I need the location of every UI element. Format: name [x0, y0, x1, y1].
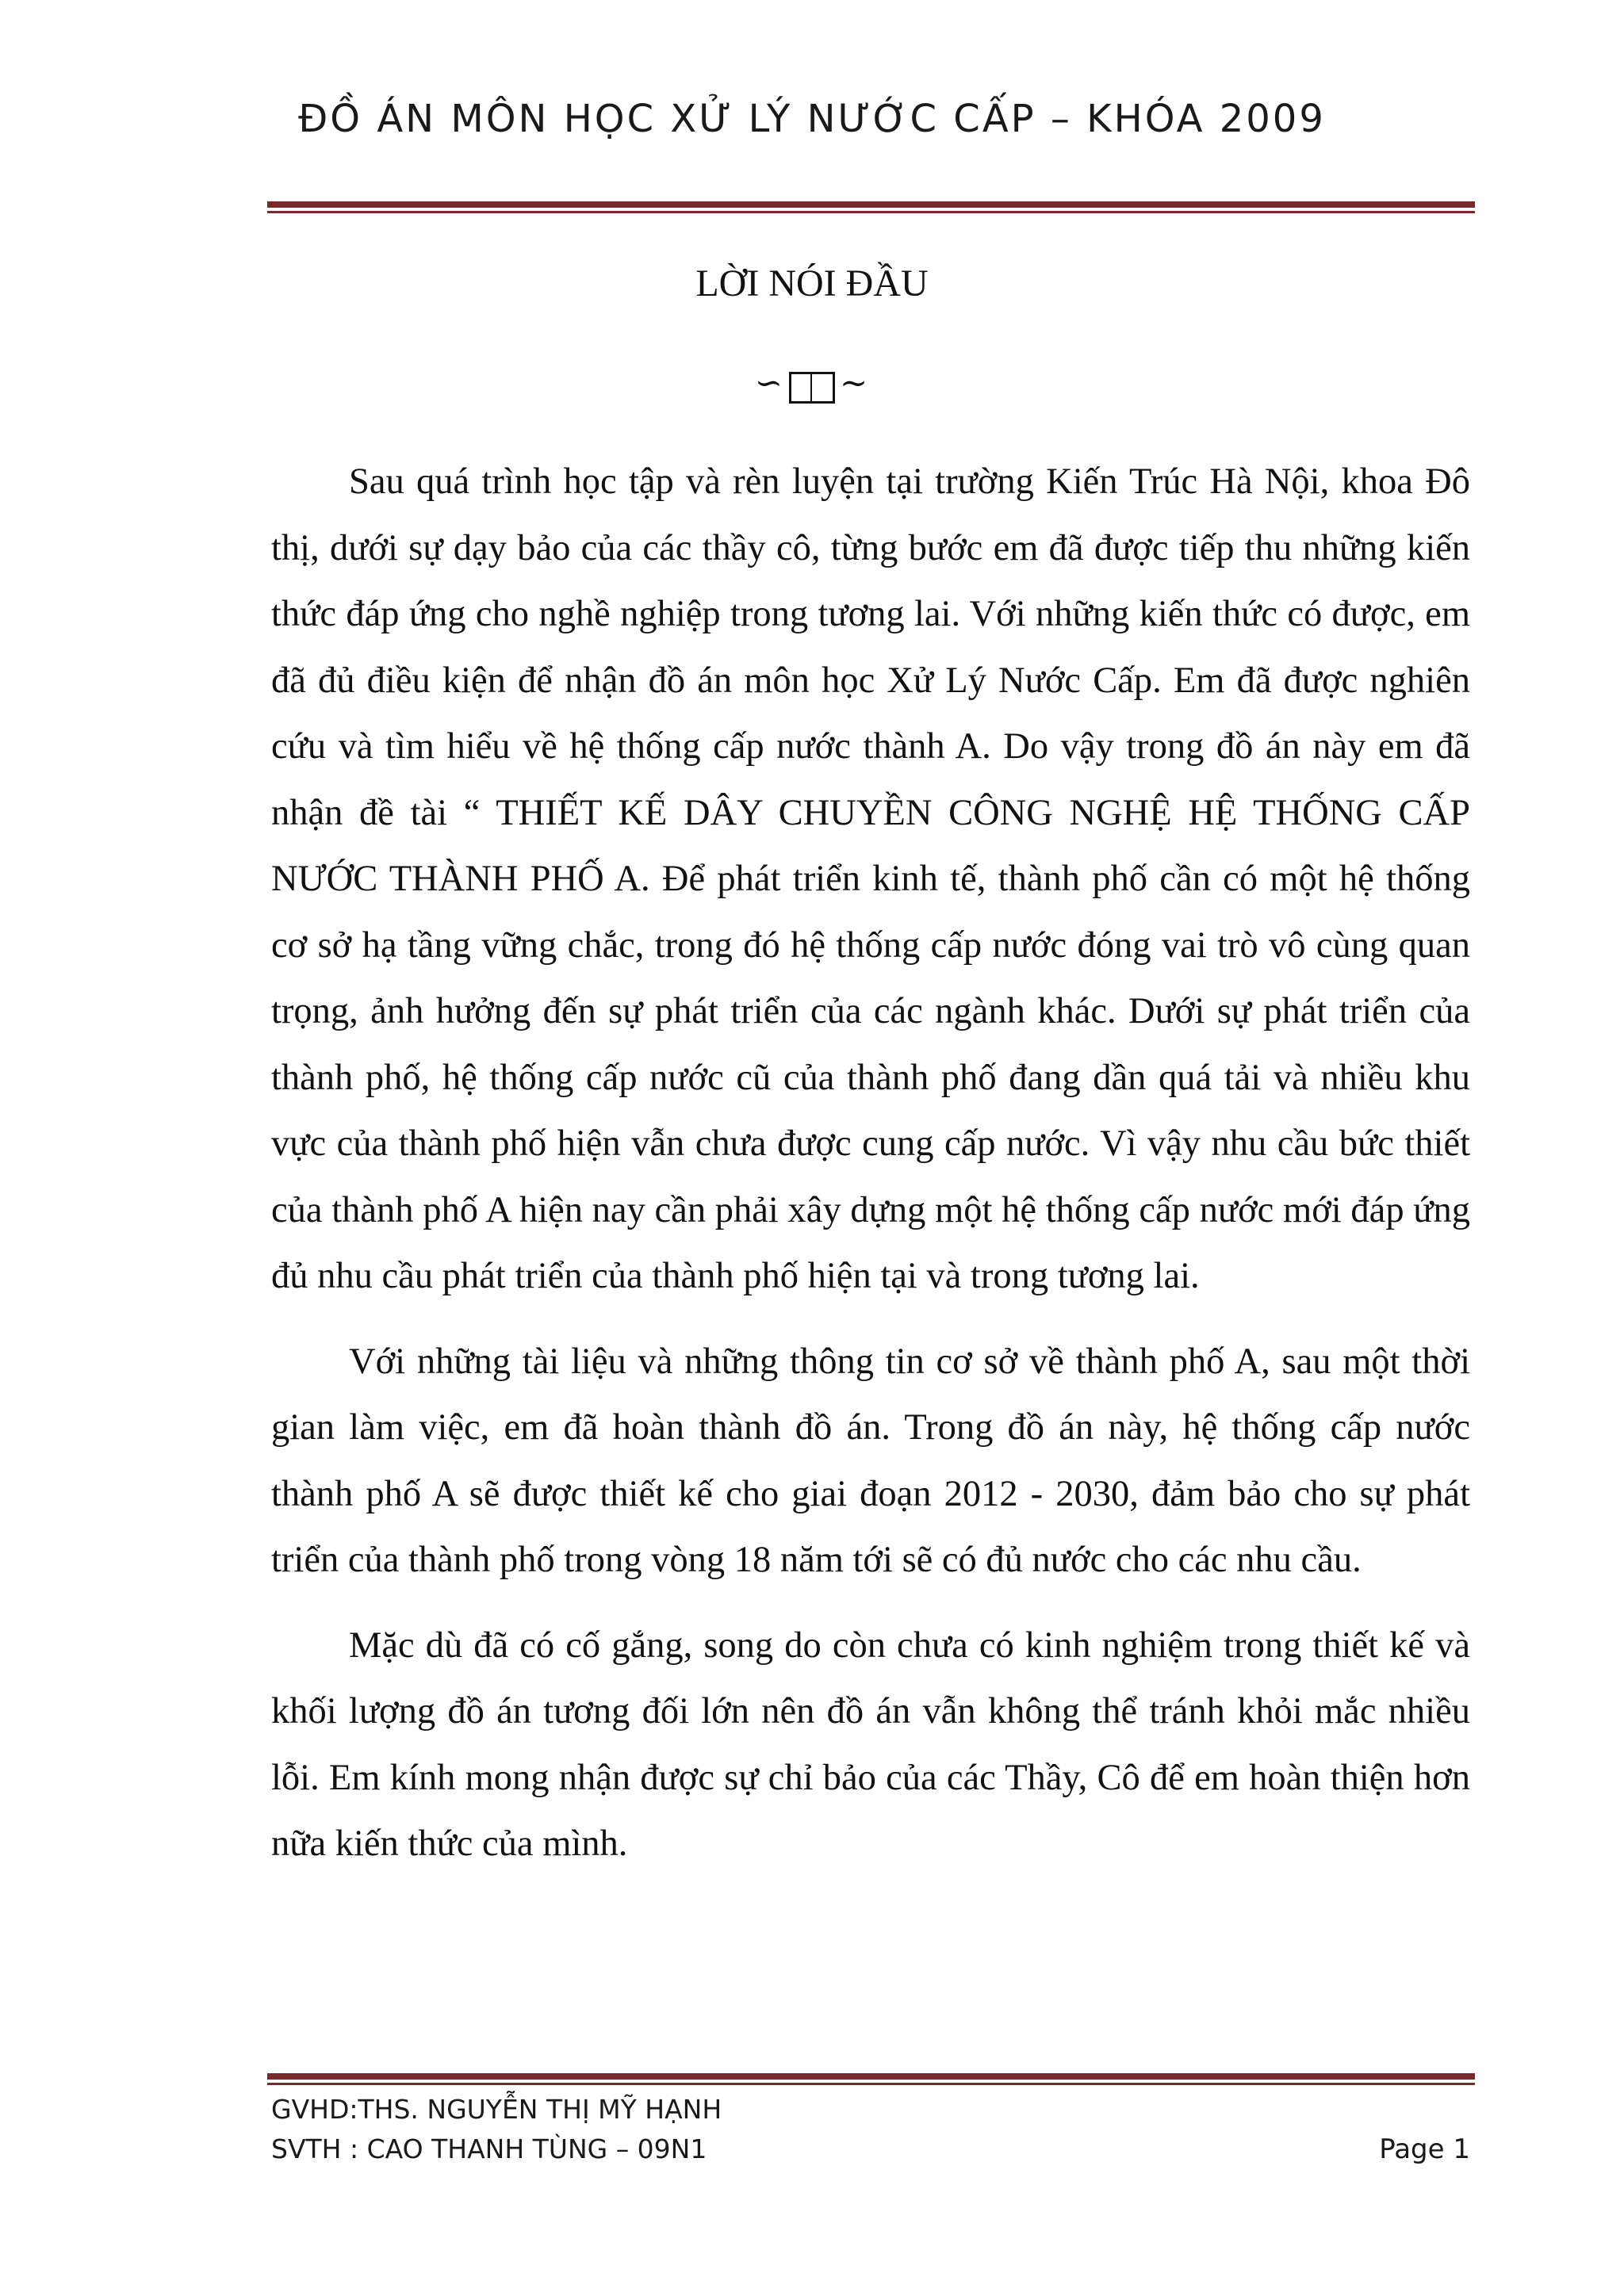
- ornament-left-flourish-icon: ∽: [754, 365, 784, 402]
- header-divider: [267, 201, 1475, 213]
- student-label: SVTH : CAO THANH TÙNG – 09N1: [271, 2133, 707, 2164]
- paragraph-1: Sau quá trình học tập và rèn luyện tại trường Kiến Trúc Hà Nội, khoa Đô thị, dưới sự dạy bảo của các thầy cô, từng bước em đã được tiếp thu những kiến thức đáp ứng cho nghề nghiệp trong tương lai. Với những kiến thức có được, em đã đủ điều kiện để nhận đồ án môn học Xử Lý Nước Cấp. Em đã được nghiên cứu và tìm hiểu về hệ thống cấp nước thành A. Do vậy trong đồ án này em đã nhận đề tài “ THIẾT KẾ DÂY CHUYỀN CÔNG NGHỆ HỆ THỐNG CẤP NƯỚC THÀNH PHỐ A. Để phát triển kinh tế, thành phố cần có một hệ thống cơ sở hạ tầng vững chắc, trong đó hệ thống cấp nước đóng vai trò vô cùng quan trọng, ảnh hưởng đến sự phát triển của các ngành khác. Dưới sự phát triển của thành phố, hệ thống cấp nước cũ của thành phố đang dần quá tải và nhiều khu vực của thành phố hiện vẫn chưa được cung cấp nước. Vì vậy nhu cầu bức thiết của thành phố A hiện nay cần phải xây dựng một hệ thống cấp nước mới đáp ứng đủ nhu cầu phát triển của thành phố hiện tại và trong tương lai.: [271, 461, 1470, 1296]
- open-book-icon: [789, 372, 835, 400]
- paragraph-2: Với những tài liệu và những thông tin cơ sở về thành phố A, sau một thời gian làm việc, em đã hoàn thành đồ án. Trong đồ án này, hệ thống cấp nước thành phố A sẽ được thiết kế cho giai đoạn 2012 - 2030, đảm bảo cho sự phát triển của thành phố trong vòng 18 năm tới sẽ có đủ nước cho các nhu cầu.: [271, 1341, 1470, 1580]
- divider-thin-line: [267, 211, 1475, 213]
- header-title: ĐỒ ÁN MÔN HỌC XỬ LÝ NƯỚC CẤP – KHÓA 2009: [298, 97, 1326, 141]
- divider-thin-line: [267, 2083, 1475, 2085]
- page-number: Page 1: [1379, 2133, 1470, 2165]
- paragraph-3: Mặc dù đã có cố gắng, song do còn chưa có kinh nghiệm trong thiết kế và khối lượng đồ án tương đối lớn nên đồ án vẫn không thể tránh khỏi mắc nhiều lỗi. Em kính mong nhận được sự chỉ bảo của các Thầy, Cô để em hoàn thiện hơn nữa kiến thức của mình.: [271, 1624, 1470, 1864]
- divider-thick-line: [267, 201, 1475, 208]
- footer-divider: [267, 2073, 1475, 2085]
- divider-thick-line: [267, 2073, 1475, 2080]
- ornament-divider: [0, 363, 1624, 403]
- ornament-right-flourish-icon: ∼: [840, 365, 870, 402]
- page-footer: [271, 2090, 1470, 2169]
- section-title: LỜI NÓI ĐẦU: [695, 262, 929, 304]
- footer-row-student: [271, 2130, 1470, 2169]
- footer-row-supervisor: [271, 2090, 1470, 2130]
- preface-body: [271, 449, 1470, 1896]
- supervisor-label: GVHD:THS. NGUYỄN THỊ MỸ HẠNH: [271, 2094, 722, 2125]
